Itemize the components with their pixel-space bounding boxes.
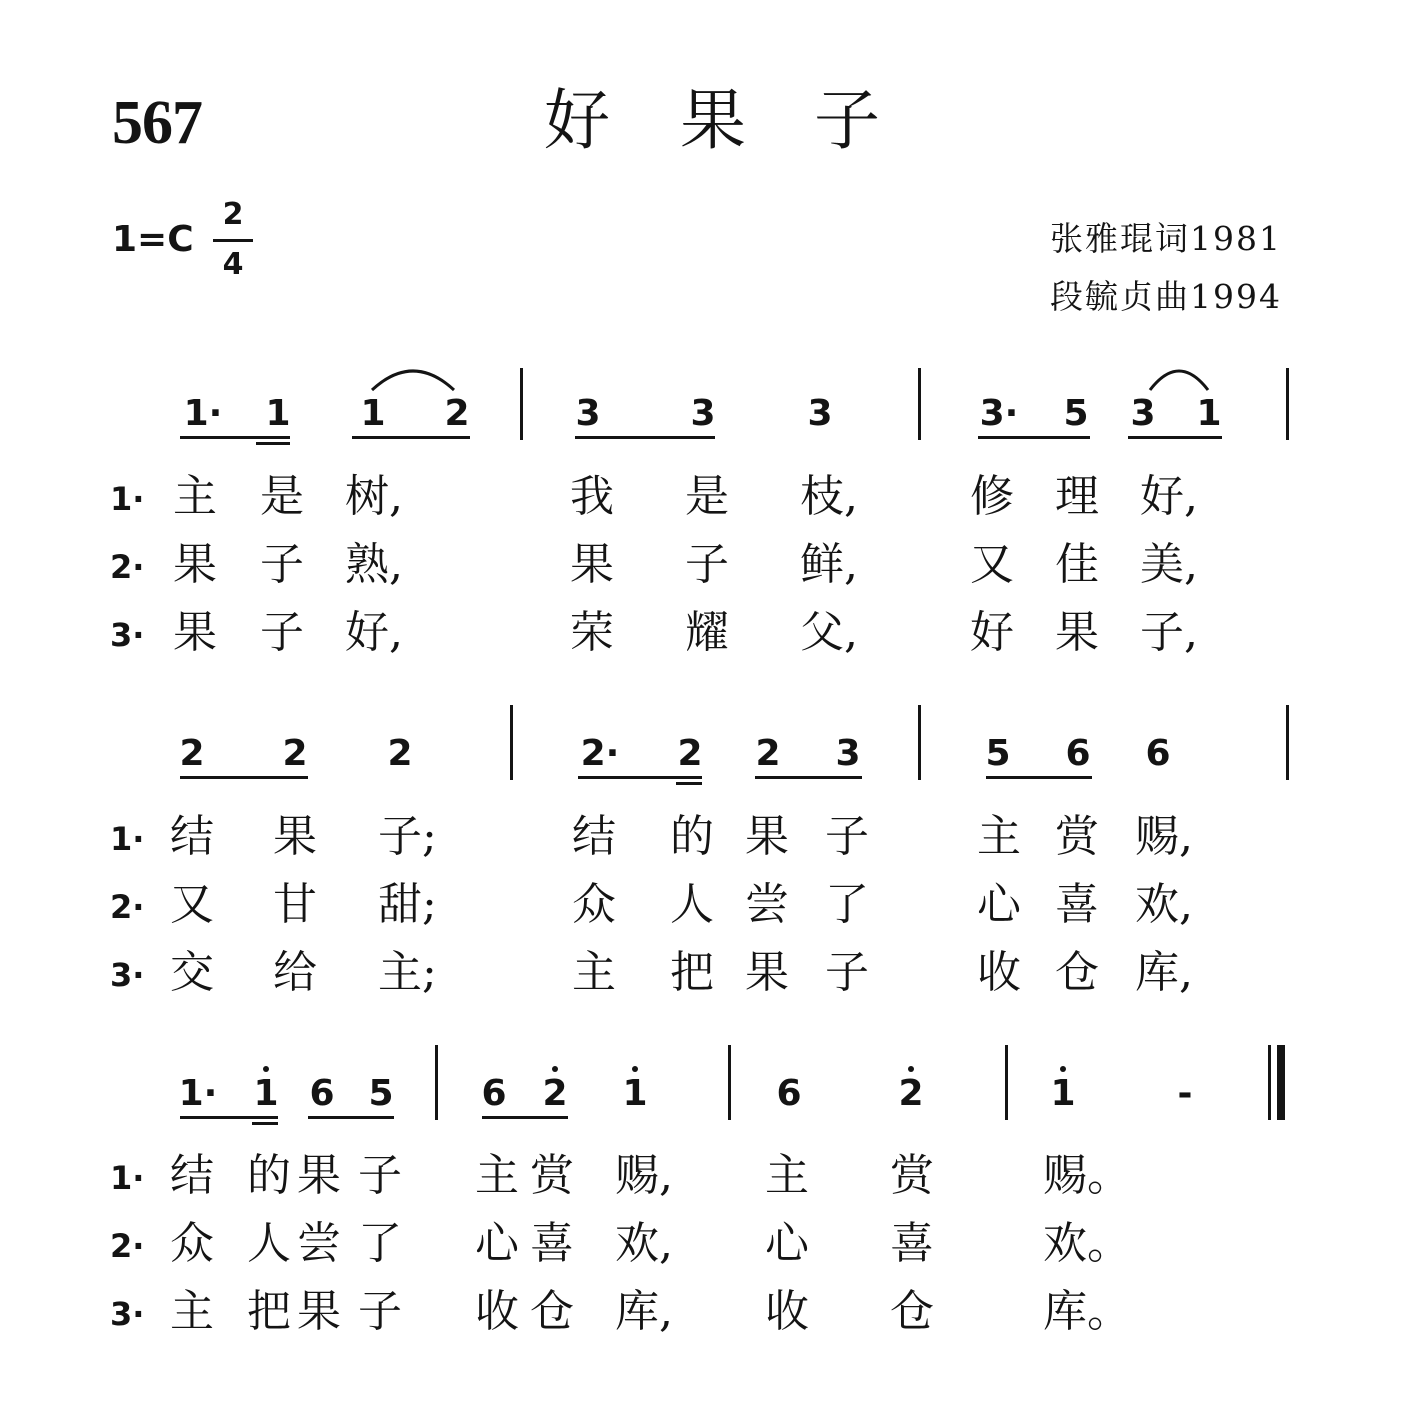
beam-s2-1	[180, 776, 308, 779]
lyric-s1-v2-1: 果	[173, 539, 217, 590]
note-s2-9: 6	[1065, 733, 1091, 774]
lyric-s2-v2-2: 甘	[273, 879, 317, 930]
note-s2-3: 2	[387, 733, 413, 774]
lyric-s3-v2-7: 欢,	[615, 1218, 673, 1269]
bar-line-s2-2	[918, 705, 921, 780]
lyric-s2-v3-4: 主	[572, 947, 616, 998]
lyric-s1-v2-3: 熟,	[345, 539, 403, 590]
lyric-s1-v3-9: 子,	[1140, 607, 1198, 658]
lyric-s1-v3-3: 好,	[345, 607, 403, 658]
note-s1-1: 1·	[183, 393, 223, 434]
lyric-s3-v1-5: 主	[475, 1150, 519, 1201]
lyric-s1-v1-8: 理	[1055, 471, 1099, 522]
bar-line-s2-1	[510, 705, 513, 780]
lyric-s3-v1-2: 的	[247, 1150, 291, 1201]
lyric-s2-v3-1: 交	[170, 947, 214, 998]
verse-number-s1-v2: 2·	[110, 548, 145, 586]
lyric-s3-v2-2: 人	[247, 1218, 291, 1269]
note-s3-5: 6	[481, 1073, 507, 1114]
title-char-3: 子	[814, 82, 880, 159]
lyric-s1-v1-7: 修	[970, 471, 1014, 522]
lyric-s2-v2-10: 欢,	[1135, 879, 1193, 930]
note-s2-4: 2·	[580, 733, 620, 774]
lyric-s1-v2-6: 鲜,	[800, 539, 858, 590]
beam-s3-1	[180, 1116, 278, 1119]
lyric-s3-v3-10: 库。	[1043, 1286, 1131, 1337]
composer-credit: 段毓贞曲1994	[1050, 277, 1282, 316]
verse-number-s3-v2: 2·	[110, 1227, 145, 1265]
lyric-s2-v2-5: 人	[670, 879, 714, 930]
lyric-s3-v3-7: 库,	[615, 1286, 673, 1337]
note-s3-10: 1	[1050, 1073, 1076, 1114]
lyric-s3-v3-9: 仓	[890, 1286, 934, 1337]
lyric-s1-v1-3: 树,	[345, 471, 403, 522]
bar-line-s1-2	[918, 368, 921, 440]
time-signature-numerator: 2	[222, 197, 244, 232]
title-char-1: 好	[544, 82, 610, 159]
bar-line-s3-1	[435, 1045, 438, 1120]
lyric-s3-v1-10: 赐。	[1043, 1150, 1131, 1201]
verse-number-s2-v3: 3·	[110, 956, 145, 994]
lyric-s2-v2-7: 了	[825, 879, 869, 930]
lyric-s1-v2-9: 美,	[1140, 539, 1198, 590]
lyric-s3-v3-4: 子	[358, 1286, 402, 1337]
note-s2-1: 2	[179, 733, 205, 774]
note-s3-9: 2	[898, 1073, 924, 1114]
lyric-s2-v2-4: 众	[572, 879, 616, 930]
note-s3-11: -	[1177, 1073, 1193, 1114]
lyric-s2-v2-1: 又	[170, 879, 214, 930]
lyric-s3-v1-1: 结	[170, 1150, 214, 1201]
lyric-s3-v1-7: 赐,	[615, 1150, 673, 1201]
lyric-s2-v3-9: 仓	[1055, 947, 1099, 998]
note-s3-8: 6	[776, 1073, 802, 1114]
beam-s3-3	[482, 1116, 568, 1119]
beam-s1-3	[575, 436, 715, 439]
verse-number-s3-v1: 1·	[110, 1159, 145, 1197]
note-s3-6: 2	[542, 1073, 568, 1114]
beam-s1-4	[978, 436, 1090, 439]
beam-s3-2	[308, 1116, 394, 1119]
lyric-s3-v2-6: 喜	[530, 1218, 574, 1269]
lyric-s1-v3-6: 父,	[800, 607, 858, 658]
high-octave-dot-s3-2	[263, 1066, 269, 1072]
lyric-s1-v3-4: 荣	[570, 607, 614, 658]
lyric-s2-v1-3: 子;	[378, 811, 437, 862]
note-s2-8: 5	[985, 733, 1011, 774]
lyric-s1-v3-7: 好	[970, 607, 1014, 658]
lyric-s1-v2-2: 子	[260, 539, 304, 590]
time-signature-denominator: 4	[222, 247, 244, 282]
lyric-s1-v3-8: 果	[1055, 607, 1099, 658]
verse-number-s1-v1: 1·	[110, 480, 145, 518]
beam-s2-4	[986, 776, 1092, 779]
lyric-s3-v3-8: 收	[765, 1286, 809, 1337]
lyric-s3-v2-4: 了	[358, 1218, 402, 1269]
lyric-s3-v3-2: 把	[247, 1286, 291, 1337]
bar-line-s3-3	[1005, 1045, 1008, 1120]
lyric-s3-v3-3: 果	[297, 1286, 341, 1337]
lyric-s2-v1-8: 主	[977, 811, 1021, 862]
lyric-s3-v2-3: 尝	[297, 1218, 341, 1269]
note-s3-4: 5	[368, 1073, 394, 1114]
lyric-s1-v2-7: 又	[970, 539, 1014, 590]
time-signature-line	[213, 239, 253, 242]
lyric-s2-v3-6: 果	[745, 947, 789, 998]
lyric-s1-v3-1: 果	[173, 607, 217, 658]
note-s1-4: 2	[444, 393, 470, 434]
lyric-s1-v3-5: 耀	[685, 607, 729, 658]
lyric-s1-v1-9: 好,	[1140, 471, 1198, 522]
note-s1-9: 5	[1063, 393, 1089, 434]
lyric-s1-v1-4: 我	[570, 471, 614, 522]
note-s2-5: 2	[677, 733, 703, 774]
lyric-s2-v2-8: 心	[977, 879, 1021, 930]
lyric-s1-v2-5: 子	[685, 539, 729, 590]
lyric-s2-v1-7: 子	[825, 811, 869, 862]
lyric-s1-v1-2: 是	[260, 471, 304, 522]
bar-line-s2-3	[1286, 705, 1289, 780]
lyric-s2-v2-6: 尝	[745, 879, 789, 930]
lyric-s1-v1-1: 主	[173, 471, 217, 522]
final-bar-thick	[1277, 1045, 1285, 1120]
verse-number-s2-v1: 1·	[110, 820, 145, 858]
note-s3-7: 1	[622, 1073, 648, 1114]
lyric-s1-v2-4: 果	[570, 539, 614, 590]
lyric-s3-v1-9: 赏	[890, 1150, 934, 1201]
note-s3-3: 6	[309, 1073, 335, 1114]
lyric-s3-v2-8: 心	[765, 1218, 809, 1269]
high-octave-dot-s3-9	[908, 1066, 914, 1072]
lyric-s2-v1-2: 果	[273, 811, 317, 862]
double-beam-s2-1	[676, 782, 702, 785]
lyric-s3-v3-6: 仓	[530, 1286, 574, 1337]
note-s1-10: 3	[1130, 393, 1156, 434]
lyric-s2-v3-8: 收	[977, 947, 1021, 998]
note-s2-7: 3	[835, 733, 861, 774]
lyric-s1-v2-8: 佳	[1055, 539, 1099, 590]
note-s1-11: 1	[1196, 393, 1222, 434]
lyric-s3-v1-4: 子	[358, 1150, 402, 1201]
verse-number-s3-v3: 3·	[110, 1295, 145, 1333]
lyric-s3-v1-3: 果	[297, 1150, 341, 1201]
lyric-s2-v3-3: 主;	[378, 947, 437, 998]
lyric-s2-v1-9: 赏	[1055, 811, 1099, 862]
tie-s1-1	[372, 364, 454, 394]
note-s1-3: 1	[360, 393, 386, 434]
beam-s1-5	[1128, 436, 1222, 439]
lyric-s1-v1-5: 是	[685, 471, 729, 522]
lyric-s3-v1-8: 主	[765, 1150, 809, 1201]
lyric-s3-v3-1: 主	[170, 1286, 214, 1337]
beam-s1-2	[352, 436, 470, 439]
note-s1-6: 3	[690, 393, 716, 434]
note-s2-10: 6	[1145, 733, 1171, 774]
note-s3-2: 1	[253, 1073, 279, 1114]
note-s1-8: 3·	[979, 393, 1019, 434]
verse-number-s1-v3: 3·	[110, 616, 145, 654]
lyric-s2-v1-10: 赐,	[1135, 811, 1193, 862]
lyricist-credit: 张雅琨词1981	[1050, 219, 1282, 258]
lyric-s2-v3-7: 子	[825, 947, 869, 998]
lyric-s1-v1-6: 枝,	[800, 471, 858, 522]
lyric-s2-v3-5: 把	[670, 947, 714, 998]
beam-s2-2	[578, 776, 702, 779]
lyric-s1-v3-2: 子	[260, 607, 304, 658]
lyric-s3-v2-10: 欢。	[1043, 1218, 1131, 1269]
beam-s2-3	[755, 776, 862, 779]
lyric-s3-v2-1: 众	[170, 1218, 214, 1269]
note-s1-2: 1	[265, 393, 291, 434]
note-s1-7: 3	[807, 393, 833, 434]
bar-line-s1-1	[520, 368, 523, 440]
hymn-number: 567	[112, 89, 202, 157]
lyric-s2-v1-1: 结	[170, 811, 214, 862]
lyric-s2-v1-4: 结	[572, 811, 616, 862]
tie-s1-2	[1150, 364, 1208, 394]
lyric-s2-v2-9: 喜	[1055, 879, 1099, 930]
lyric-s2-v2-3: 甜;	[378, 879, 437, 930]
final-bar-thin	[1268, 1045, 1271, 1120]
title-char-2: 果	[680, 82, 746, 159]
high-octave-dot-s3-6	[552, 1066, 558, 1072]
double-beam-s3-1	[252, 1122, 278, 1125]
bar-line-s3-2	[728, 1045, 731, 1120]
double-beam-s1-1	[256, 442, 290, 445]
note-s2-6: 2	[755, 733, 781, 774]
bar-line-s1-3	[1286, 368, 1289, 440]
lyric-s2-v1-6: 果	[745, 811, 789, 862]
note-s2-2: 2	[282, 733, 308, 774]
note-s1-5: 3	[575, 393, 601, 434]
beam-s1-1	[180, 436, 290, 439]
lyric-s3-v3-5: 收	[475, 1286, 519, 1337]
lyric-s3-v2-5: 心	[475, 1218, 519, 1269]
verse-number-s2-v2: 2·	[110, 888, 145, 926]
high-octave-dot-s3-10	[1060, 1066, 1066, 1072]
lyric-s3-v2-9: 喜	[890, 1218, 934, 1269]
note-s3-1: 1·	[178, 1073, 218, 1114]
lyric-s3-v1-6: 赏	[530, 1150, 574, 1201]
lyric-s2-v1-5: 的	[670, 811, 714, 862]
high-octave-dot-s3-7	[632, 1066, 638, 1072]
lyric-s2-v3-2: 给	[273, 947, 317, 998]
key-signature: 1=C	[112, 219, 194, 260]
lyric-s2-v3-10: 库,	[1135, 947, 1193, 998]
